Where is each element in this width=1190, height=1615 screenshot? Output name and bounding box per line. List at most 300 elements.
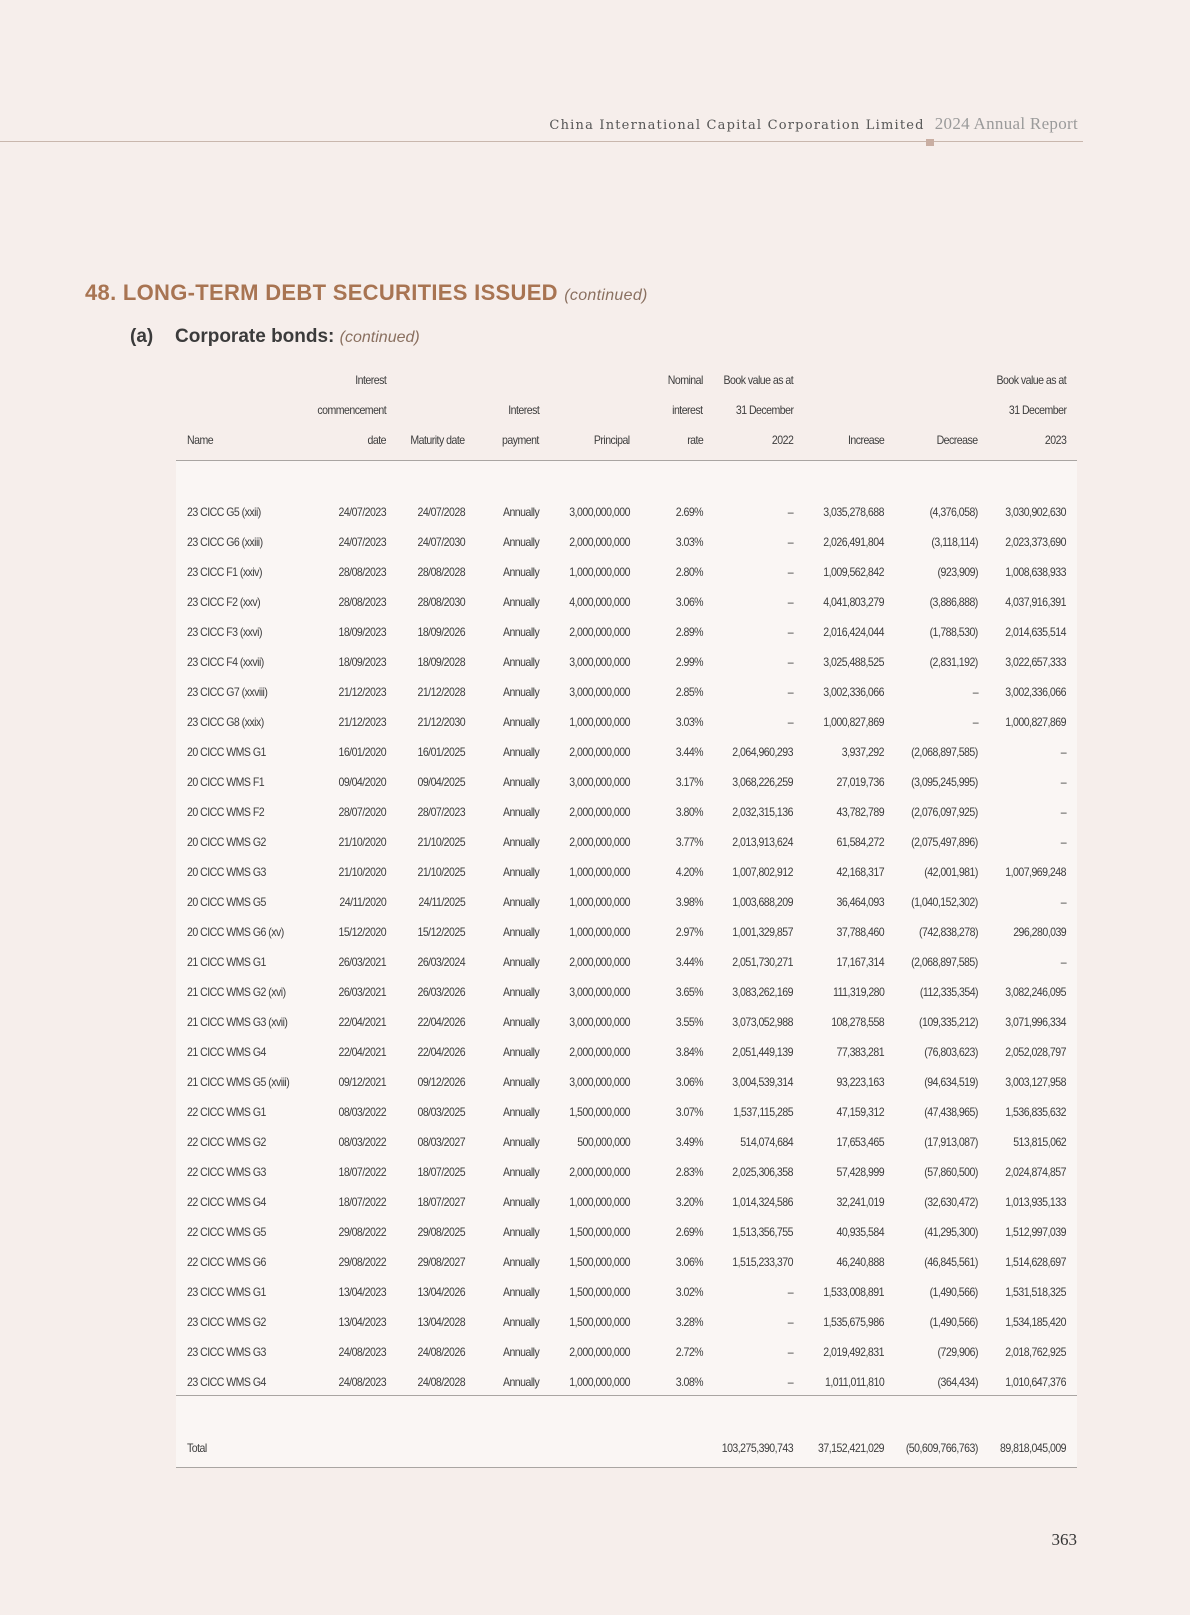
table-cell-maturity-date: 16/01/2025 <box>417 745 465 759</box>
table-cell-book-value-2022: – <box>787 505 793 519</box>
table-cell-commencement-date: 21/12/2023 <box>338 715 386 729</box>
table-cell-decrease: (2,068,897,585) <box>911 745 978 759</box>
table-cell-maturity-date: 21/12/2030 <box>417 715 465 729</box>
table-cell-decrease: (3,118,114) <box>931 535 978 549</box>
table-cell-maturity-date: 26/03/2026 <box>417 985 465 999</box>
table-cell-principal: 1,000,000,000 <box>569 565 630 579</box>
table-cell-maturity-date: 28/07/2023 <box>417 805 465 819</box>
table-cell-increase: 77,383,281 <box>836 1045 884 1059</box>
table-cell-increase: 32,241,019 <box>836 1195 884 1209</box>
table-cell-name: 23 CICC WMS G2 <box>187 1315 266 1329</box>
table-cell-principal: 1,500,000,000 <box>569 1315 630 1329</box>
table-cell-maturity-date: 29/08/2027 <box>417 1255 465 1269</box>
table-cell-book-value-2023: 2,018,762,925 <box>1005 1345 1066 1359</box>
table-cell-interest-payment: Annually <box>502 805 539 819</box>
total-book-value-2023: 89,818,045,009 <box>999 1441 1066 1455</box>
table-cell-principal: 1,000,000,000 <box>569 865 630 879</box>
table-cell-book-value-2023: 3,082,246,095 <box>1005 985 1066 999</box>
table-cell-book-value-2022: 2,064,960,293 <box>732 745 793 759</box>
subsection-note: (continued) <box>339 329 420 346</box>
table-cell-interest-rate: 2.72% <box>675 1345 703 1359</box>
table-cell-interest-payment: Annually <box>502 1315 539 1329</box>
table-cell-principal: 2,000,000,000 <box>569 625 630 639</box>
table-cell-decrease: (46,845,561) <box>924 1255 978 1269</box>
table-cell-interest-rate: 3.28% <box>675 1315 703 1329</box>
table-cell-book-value-2022: 514,074,684 <box>740 1135 793 1149</box>
table-cell-interest-rate: 3.77% <box>675 835 703 849</box>
column-header-commencement-date: date <box>367 433 386 447</box>
table-cell-increase: 2,016,424,044 <box>823 625 884 639</box>
table-cell-name: 22 CICC WMS G5 <box>187 1225 266 1239</box>
table-cell-increase: 4,041,803,279 <box>823 595 884 609</box>
table-cell-interest-rate: 3.65% <box>675 985 703 999</box>
table-cell-increase: 42,168,317 <box>836 865 884 879</box>
table-cell-name: 20 CICC WMS G6 (xv) <box>187 925 284 939</box>
table-cell-name: 23 CICC F4 (xxvii) <box>187 655 264 669</box>
section-title: LONG-TERM DEBT SECURITIES ISSUED <box>122 280 558 305</box>
table-cell-increase: 3,025,488,525 <box>823 655 884 669</box>
table-cell-commencement-date: 29/08/2022 <box>338 1255 386 1269</box>
table-cell-decrease: (109,335,212) <box>919 1015 978 1029</box>
table-cell-increase: 3,035,278,688 <box>823 505 884 519</box>
column-header-increase: Increase <box>847 433 884 447</box>
table-cell-commencement-date: 26/03/2021 <box>338 985 386 999</box>
table-cell-principal: 3,000,000,000 <box>569 505 630 519</box>
table-cell-maturity-date: 28/08/2030 <box>417 595 465 609</box>
table-cell-book-value-2022: 1,003,688,209 <box>732 895 793 909</box>
table-cell-increase: 37,788,460 <box>836 925 884 939</box>
table-cell-decrease: (57,860,500) <box>924 1165 978 1179</box>
table-cell-maturity-date: 29/08/2025 <box>417 1225 465 1239</box>
table-cell-interest-rate: 2.97% <box>675 925 703 939</box>
table-cell-increase: 40,935,584 <box>836 1225 884 1239</box>
table-cell-maturity-date: 28/08/2028 <box>417 565 465 579</box>
total-name: Total <box>187 1441 207 1455</box>
header-divider <box>176 460 1077 461</box>
table-cell-principal: 2,000,000,000 <box>569 1165 630 1179</box>
table-cell-interest-rate: 2.85% <box>675 685 703 699</box>
table-cell-interest-rate: 2.69% <box>675 505 703 519</box>
column-header-name: Name <box>187 433 214 447</box>
table-cell-decrease: (2,068,897,585) <box>911 955 978 969</box>
table-cell-decrease: – <box>972 685 978 699</box>
table-cell-principal: 500,000,000 <box>577 1135 630 1149</box>
total-divider <box>176 1467 1077 1468</box>
table-cell-commencement-date: 24/11/2020 <box>339 895 386 909</box>
table-cell-decrease: (1,788,530) <box>929 625 978 639</box>
table-cell-decrease: (2,075,497,896) <box>911 835 978 849</box>
table-cell-book-value-2023: 3,003,127,958 <box>1005 1075 1066 1089</box>
table-cell-decrease: (41,295,300) <box>924 1225 978 1239</box>
table-cell-book-value-2022: 3,073,052,988 <box>732 1015 793 1029</box>
table-cell-decrease: (3,095,245,995) <box>911 775 978 789</box>
table-cell-book-value-2023: 4,037,916,391 <box>1005 595 1066 609</box>
table-cell-interest-payment: Annually <box>502 685 539 699</box>
table-cell-principal: 3,000,000,000 <box>569 1015 630 1029</box>
table-cell-principal: 2,000,000,000 <box>569 835 630 849</box>
table-cell-principal: 3,000,000,000 <box>569 685 630 699</box>
table-cell-book-value-2022: – <box>787 655 793 669</box>
table-cell-book-value-2023: 1,531,518,325 <box>1005 1285 1066 1299</box>
table-cell-commencement-date: 24/07/2023 <box>338 505 386 519</box>
table-cell-book-value-2023: 2,052,028,797 <box>1005 1045 1066 1059</box>
table-cell-interest-rate: 3.03% <box>675 535 703 549</box>
table-cell-name: 21 CICC WMS G2 (xvi) <box>187 985 286 999</box>
table-cell-increase: 57,428,999 <box>836 1165 884 1179</box>
table-cell-increase: 36,464,093 <box>836 895 884 909</box>
table-cell-commencement-date: 22/04/2021 <box>338 1045 386 1059</box>
table-cell-commencement-date: 24/08/2023 <box>338 1375 386 1389</box>
table-cell-name: 23 CICC G7 (xxviii) <box>187 685 268 699</box>
table-cell-principal: 2,000,000,000 <box>569 1045 630 1059</box>
header-marker <box>926 139 934 146</box>
table-cell-book-value-2022: 2,051,449,139 <box>732 1045 793 1059</box>
table-cell-maturity-date: 09/04/2025 <box>417 775 465 789</box>
table-cell-increase: 43,782,789 <box>836 805 884 819</box>
table-cell-book-value-2022: – <box>787 1375 793 1389</box>
table-cell-book-value-2022: 1,014,324,586 <box>732 1195 793 1209</box>
table-cell-commencement-date: 18/09/2023 <box>338 625 386 639</box>
table-cell-maturity-date: 21/10/2025 <box>417 865 465 879</box>
table-cell-name: 23 CICC F3 (xxvi) <box>187 625 262 639</box>
table-cell-interest-rate: 3.55% <box>675 1015 703 1029</box>
table-cell-interest-payment: Annually <box>502 625 539 639</box>
table-cell-interest-payment: Annually <box>502 1225 539 1239</box>
table-cell-book-value-2022: 3,004,539,314 <box>732 1075 793 1089</box>
table-cell-book-value-2022: 3,068,226,259 <box>732 775 793 789</box>
table-cell-commencement-date: 21/12/2023 <box>338 685 386 699</box>
table-cell-commencement-date: 18/07/2022 <box>338 1165 386 1179</box>
page-number: 363 <box>1051 1530 1077 1549</box>
table-cell-name: 20 CICC WMS F1 <box>187 775 265 789</box>
table-cell-book-value-2023: 3,002,336,066 <box>1005 685 1066 699</box>
table-cell-name: 21 CICC WMS G4 <box>187 1045 266 1059</box>
column-header-book-value-2023: 31 December <box>1008 403 1066 417</box>
table-cell-book-value-2023: 1,514,628,697 <box>1005 1255 1066 1269</box>
table-cell-interest-payment: Annually <box>502 595 539 609</box>
table-cell-name: 23 CICC WMS G1 <box>187 1285 266 1299</box>
table-cell-commencement-date: 08/03/2022 <box>338 1105 386 1119</box>
table-cell-increase: 1,011,011,810 <box>824 1375 884 1389</box>
table-cell-maturity-date: 13/04/2028 <box>417 1315 465 1329</box>
table-cell-interest-rate: 3.06% <box>675 595 703 609</box>
table-cell-principal: 2,000,000,000 <box>569 745 630 759</box>
table-cell-name: 23 CICC G6 (xxiii) <box>187 535 263 549</box>
section-number: 48. <box>85 280 117 305</box>
table-cell-commencement-date: 21/10/2020 <box>338 835 386 849</box>
table-cell-decrease: (2,831,192) <box>929 655 978 669</box>
table-cell-decrease: (729,906) <box>937 1345 978 1359</box>
table-cell-interest-payment: Annually <box>502 1375 539 1389</box>
table-cell-commencement-date: 13/04/2023 <box>338 1315 386 1329</box>
table-cell-name: 21 CICC WMS G3 (xvii) <box>187 1015 288 1029</box>
table-cell-interest-rate: 2.89% <box>675 625 703 639</box>
table-cell-increase: 17,167,314 <box>836 955 884 969</box>
table-cell-name: 23 CICC F1 (xxiv) <box>187 565 262 579</box>
table-cell-name: 23 CICC G5 (xxii) <box>187 505 261 519</box>
table-cell-book-value-2023: – <box>1060 745 1066 759</box>
table-cell-maturity-date: 26/03/2024 <box>417 955 465 969</box>
table-cell-name: 22 CICC WMS G6 <box>187 1255 266 1269</box>
table-cell-interest-rate: 3.02% <box>675 1285 703 1299</box>
column-header-commencement-date: commencement <box>317 403 386 417</box>
subsection-label: (a) <box>130 326 154 347</box>
table-cell-decrease: (17,913,087) <box>924 1135 978 1149</box>
table-cell-increase: 61,584,272 <box>836 835 884 849</box>
column-header-interest-payment: payment <box>502 433 539 447</box>
table-cell-principal: 3,000,000,000 <box>569 1075 630 1089</box>
table-cell-book-value-2023: 3,030,902,630 <box>1005 505 1066 519</box>
table-cell-name: 20 CICC WMS G2 <box>187 835 266 849</box>
table-cell-principal: 1,500,000,000 <box>569 1255 630 1269</box>
table-cell-book-value-2022: – <box>787 595 793 609</box>
table-cell-name: 20 CICC WMS F2 <box>187 805 265 819</box>
table-cell-interest-rate: 3.17% <box>675 775 703 789</box>
table-cell-decrease: (1,040,152,302) <box>911 895 978 909</box>
table-cell-decrease: (742,838,278) <box>919 925 978 939</box>
table-cell-book-value-2023: 2,024,874,857 <box>1005 1165 1066 1179</box>
table-cell-decrease: (923,909) <box>937 565 978 579</box>
table-cell-interest-rate: 3.98% <box>675 895 703 909</box>
table-cell-commencement-date: 28/08/2023 <box>338 565 386 579</box>
table-cell-name: 23 CICC G8 (xxix) <box>187 715 264 729</box>
table-cell-interest-payment: Annually <box>502 1165 539 1179</box>
table-cell-book-value-2022: – <box>787 685 793 699</box>
table-cell-name: 22 CICC WMS G3 <box>187 1165 266 1179</box>
table-cell-commencement-date: 09/12/2021 <box>338 1075 386 1089</box>
table-cell-book-value-2023: 1,007,969,248 <box>1005 865 1066 879</box>
table-cell-book-value-2023: 1,013,935,133 <box>1005 1195 1066 1209</box>
table-cell-increase: 93,223,163 <box>836 1075 884 1089</box>
table-cell-interest-rate: 3.44% <box>675 955 703 969</box>
table-cell-maturity-date: 18/09/2026 <box>417 625 465 639</box>
table-cell-decrease: (32,630,472) <box>924 1195 978 1209</box>
table-cell-increase: 47,159,312 <box>836 1105 884 1119</box>
table-cell-book-value-2022: – <box>787 715 793 729</box>
subsection-heading <box>130 326 420 348</box>
table-cell-increase: 3,937,292 <box>841 745 884 759</box>
table-cell-interest-payment: Annually <box>502 1345 539 1359</box>
report-title: 2024 Annual Report <box>934 114 1078 133</box>
table-cell-name: 22 CICC WMS G2 <box>187 1135 266 1149</box>
table-cell-interest-payment: Annually <box>502 895 539 909</box>
section-heading <box>85 280 648 306</box>
table-cell-interest-payment: Annually <box>502 1285 539 1299</box>
table-cell-commencement-date: 18/07/2022 <box>338 1195 386 1209</box>
table-cell-book-value-2022: – <box>787 565 793 579</box>
table-cell-maturity-date: 24/07/2028 <box>417 505 465 519</box>
column-header-interest-rate: rate <box>686 433 703 447</box>
table-cell-decrease: (364,434) <box>937 1375 978 1389</box>
table-cell-book-value-2023: 513,815,062 <box>1013 1135 1066 1149</box>
column-header-book-value-2023: 2023 <box>1044 433 1066 447</box>
table-cell-commencement-date: 24/07/2023 <box>338 535 386 549</box>
table-cell-decrease: (94,634,519) <box>924 1075 978 1089</box>
table-cell-book-value-2022: 2,025,306,358 <box>732 1165 793 1179</box>
table-cell-book-value-2022: 1,537,115,285 <box>733 1105 793 1119</box>
table-cell-decrease: (47,438,965) <box>924 1105 978 1119</box>
table-cell-principal: 3,000,000,000 <box>569 655 630 669</box>
table-cell-interest-payment: Annually <box>502 775 539 789</box>
table-cell-interest-rate: 2.69% <box>675 1225 703 1239</box>
column-header-book-value-2023: Book value as at <box>996 373 1066 387</box>
table-cell-book-value-2022: 3,083,262,169 <box>732 985 793 999</box>
table-cell-principal: 2,000,000,000 <box>569 1345 630 1359</box>
table-cell-principal: 2,000,000,000 <box>569 955 630 969</box>
table-cell-commencement-date: 29/08/2022 <box>338 1225 386 1239</box>
table-cell-book-value-2023: – <box>1060 805 1066 819</box>
table-cell-interest-payment: Annually <box>502 955 539 969</box>
table-cell-commencement-date: 22/04/2021 <box>338 1015 386 1029</box>
table-cell-book-value-2023: – <box>1060 955 1066 969</box>
table-cell-principal: 1,000,000,000 <box>569 1375 630 1389</box>
table-cell-principal: 1,000,000,000 <box>569 1195 630 1209</box>
table-cell-increase: 1,535,675,986 <box>823 1315 884 1329</box>
table-cell-principal: 1,500,000,000 <box>569 1105 630 1119</box>
column-header-interest-rate: interest <box>672 403 703 417</box>
table-cell-interest-payment: Annually <box>502 1135 539 1149</box>
table-cell-principal: 1,500,000,000 <box>569 1285 630 1299</box>
table-cell-principal: 4,000,000,000 <box>569 595 630 609</box>
table-cell-maturity-date: 24/08/2028 <box>417 1375 465 1389</box>
table-cell-maturity-date: 24/07/2030 <box>417 535 465 549</box>
table-cell-interest-rate: 3.49% <box>675 1135 703 1149</box>
table-cell-maturity-date: 18/07/2025 <box>417 1165 465 1179</box>
column-header-maturity-date: Maturity date <box>410 433 465 447</box>
table-cell-interest-rate: 3.03% <box>675 715 703 729</box>
column-header-interest-rate: Nominal <box>667 373 703 387</box>
table-cell-book-value-2023: 2,014,635,514 <box>1005 625 1066 639</box>
table-cell-increase: 3,002,336,066 <box>823 685 884 699</box>
table-cell-maturity-date: 08/03/2027 <box>417 1135 465 1149</box>
table-cell-book-value-2023: 1,000,827,869 <box>1005 715 1066 729</box>
table-cell-interest-rate: 2.99% <box>675 655 703 669</box>
table-cell-decrease: (2,076,097,925) <box>911 805 978 819</box>
table-cell-book-value-2023: 1,512,997,039 <box>1005 1225 1066 1239</box>
table-cell-book-value-2022: 2,051,730,271 <box>732 955 793 969</box>
table-cell-decrease: (42,001,981) <box>924 865 978 879</box>
table-cell-interest-rate: 3.06% <box>675 1075 703 1089</box>
table-cell-interest-payment: Annually <box>502 1255 539 1269</box>
table-cell-interest-payment: Annually <box>502 715 539 729</box>
table-cell-book-value-2023: 296,280,039 <box>1013 925 1066 939</box>
table-cell-book-value-2023: 3,022,657,333 <box>1005 655 1066 669</box>
table-cell-increase: 2,019,492,831 <box>823 1345 884 1359</box>
table-cell-book-value-2022: – <box>787 1285 793 1299</box>
table-cell-maturity-date: 18/07/2027 <box>417 1195 465 1209</box>
table-cell-commencement-date: 28/08/2023 <box>338 595 386 609</box>
company-name: China International Capital Corporation Limited <box>549 118 925 133</box>
table-cell-interest-rate: 4.20% <box>675 865 703 879</box>
table-cell-name: 23 CICC F2 (xxv) <box>187 595 261 609</box>
table-cell-commencement-date: 09/04/2020 <box>338 775 386 789</box>
table-cell-increase: 108,278,558 <box>831 1015 884 1029</box>
table-cell-name: 22 CICC WMS G1 <box>187 1105 266 1119</box>
table-cell-commencement-date: 24/08/2023 <box>338 1345 386 1359</box>
table-cell-interest-rate: 3.08% <box>675 1375 703 1389</box>
table-cell-increase: 1,000,827,869 <box>823 715 884 729</box>
table-cell-commencement-date: 18/09/2023 <box>338 655 386 669</box>
table-cell-increase: 17,653,465 <box>836 1135 884 1149</box>
column-header-principal: Principal <box>594 433 630 447</box>
table-cell-increase: 111,319,280 <box>832 985 884 999</box>
table-cell-maturity-date: 22/04/2026 <box>417 1015 465 1029</box>
table-cell-interest-payment: Annually <box>502 1075 539 1089</box>
table-cell-name: 22 CICC WMS G4 <box>187 1195 266 1209</box>
table-cell-book-value-2022: 1,515,233,370 <box>732 1255 793 1269</box>
table-cell-name: 23 CICC WMS G4 <box>187 1375 266 1389</box>
table-cell-decrease: (1,490,566) <box>929 1315 978 1329</box>
table-cell-decrease: (4,376,058) <box>929 505 978 519</box>
table-cell-interest-payment: Annually <box>502 1195 539 1209</box>
column-header-book-value-2022: 31 December <box>735 403 793 417</box>
table-cell-book-value-2023: 1,008,638,933 <box>1005 565 1066 579</box>
table-cell-decrease: (112,335,354) <box>919 985 978 999</box>
table-cell-increase: 1,009,562,842 <box>823 565 884 579</box>
table-cell-commencement-date: 16/01/2020 <box>338 745 386 759</box>
table-cell-commencement-date: 15/12/2020 <box>338 925 386 939</box>
table-cell-decrease: (3,886,888) <box>929 595 978 609</box>
table-cell-book-value-2023: – <box>1060 895 1066 909</box>
column-header-interest-payment: Interest <box>507 403 539 417</box>
table-cell-increase: 46,240,888 <box>836 1255 884 1269</box>
table-cell-book-value-2022: 1,001,329,857 <box>732 925 793 939</box>
table-cell-name: 21 CICC WMS G1 <box>187 955 266 969</box>
total-decrease: (50,609,766,763) <box>906 1441 978 1455</box>
table-cell-interest-rate: 3.20% <box>675 1195 703 1209</box>
table-cell-book-value-2023: 3,071,996,334 <box>1005 1015 1066 1029</box>
table-cell-interest-rate: 3.06% <box>675 1255 703 1269</box>
table-cell-principal: 1,000,000,000 <box>569 715 630 729</box>
table-cell-principal: 1,000,000,000 <box>569 925 630 939</box>
table-cell-interest-payment: Annually <box>502 1015 539 1029</box>
table-cell-book-value-2023: 1,534,185,420 <box>1005 1315 1066 1329</box>
total-increase: 37,152,421,029 <box>817 1441 884 1455</box>
table-cell-principal: 1,000,000,000 <box>569 895 630 909</box>
table-cell-interest-rate: 3.07% <box>675 1105 703 1119</box>
table-cell-book-value-2022: – <box>787 625 793 639</box>
table-cell-book-value-2022: 1,007,802,912 <box>732 865 793 879</box>
table-cell-interest-payment: Annually <box>502 865 539 879</box>
table-cell-book-value-2022: 2,013,913,624 <box>732 835 793 849</box>
subsection-title: Corporate bonds: <box>175 326 335 347</box>
table-cell-interest-payment: Annually <box>502 535 539 549</box>
table-cell-name: 23 CICC WMS G3 <box>187 1345 266 1359</box>
table-cell-commencement-date: 26/03/2021 <box>338 955 386 969</box>
table-cell-maturity-date: 22/04/2026 <box>417 1045 465 1059</box>
table-cell-name: 21 CICC WMS G5 (xviii) <box>187 1075 290 1089</box>
table-cell-interest-rate: 2.80% <box>675 565 703 579</box>
table-cell-commencement-date: 08/03/2022 <box>338 1135 386 1149</box>
running-header <box>549 114 1078 134</box>
body-divider <box>176 1395 1077 1396</box>
table-cell-principal: 2,000,000,000 <box>569 805 630 819</box>
table-cell-increase: 27,019,736 <box>836 775 884 789</box>
table-cell-maturity-date: 08/03/2025 <box>417 1105 465 1119</box>
table-cell-interest-payment: Annually <box>502 655 539 669</box>
table-cell-increase: 2,026,491,804 <box>823 535 884 549</box>
table-cell-maturity-date: 15/12/2025 <box>417 925 465 939</box>
table-cell-name: 20 CICC WMS G5 <box>187 895 266 909</box>
table-cell-maturity-date: 09/12/2026 <box>417 1075 465 1089</box>
table-cell-interest-payment: Annually <box>502 925 539 939</box>
column-header-commencement-date: Interest <box>354 373 386 387</box>
table-cell-interest-payment: Annually <box>502 835 539 849</box>
table-cell-maturity-date: 21/12/2028 <box>417 685 465 699</box>
table-cell-book-value-2023: – <box>1060 835 1066 849</box>
section-note: (continued) <box>564 287 648 304</box>
table-cell-maturity-date: 13/04/2026 <box>417 1285 465 1299</box>
